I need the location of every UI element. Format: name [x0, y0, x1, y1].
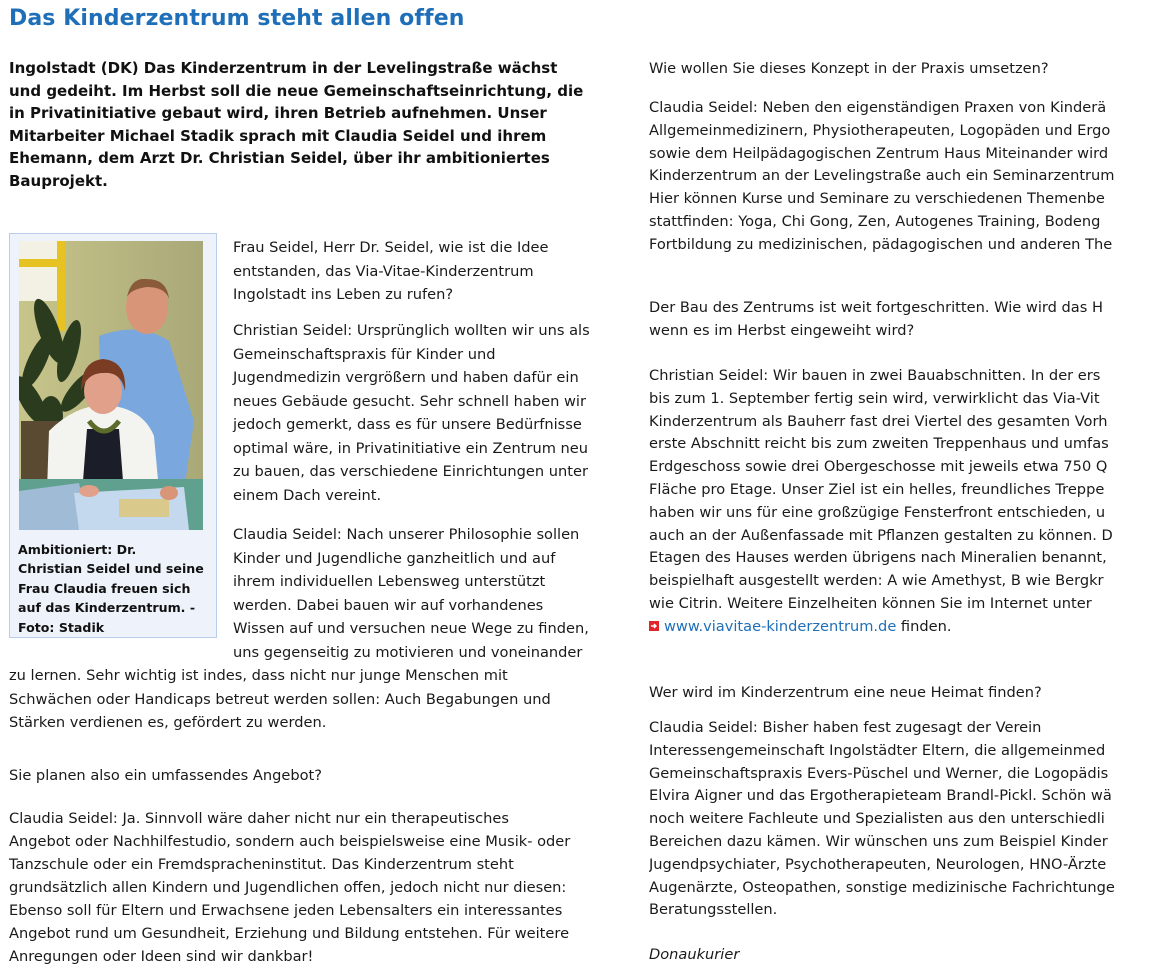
text-line: erste Abschnitt reicht bis zum zweiten Treppenhaus und umfas [649, 435, 1109, 453]
text-line: entstanden, das Via-Vitae-Kinderzentrum [233, 262, 534, 280]
link-suffix: finden. [896, 617, 952, 635]
text-line: Anregungen oder Ideen sind wir dankbar! [9, 948, 314, 965]
article-lead [9, 57, 629, 193]
question-1 [233, 236, 549, 307]
text-line: Kinderzentrum als Bauherr fast drei Viertel des gesamten Vorh [649, 412, 1108, 430]
text-line: auch an der Außenfassade mit Pflanzen gestalten zu können. D [649, 526, 1113, 544]
lead-line: und gedeiht. Im Herbst soll die neue Gemeinschaftseinrichtung, die [9, 81, 584, 100]
text-line: Elvira Aigner und das Ergotherapieteam Brandl-Pickl. Schön wä [649, 787, 1112, 805]
text-line: optimal wäre, in Privatinitiative ein Zentrum neu [233, 439, 589, 457]
caption-line: Frau Claudia freuen sich [18, 580, 191, 596]
text-line: Claudia Seidel: Bisher haben fest zugesagt der Verein [649, 719, 1042, 736]
text-line: Interessengemeinschaft Ingolstädter Eltern, die allgemeinmed [649, 741, 1106, 759]
answer-2 [233, 523, 589, 664]
question-2 [9, 764, 322, 788]
answer-4 [649, 97, 1115, 257]
text-line: Jugendpsychiater, Psychotherapeuten, Neurologen, HNO-Ärzte [649, 855, 1107, 873]
article-source [649, 943, 739, 967]
source-label: Donaukurier [649, 946, 740, 963]
text-line: wenn es im Herbst eingeweiht wird? [649, 321, 915, 339]
text-line: ihrem individuellen Lebensweg unterstützt [233, 573, 546, 590]
text-line: Wie wollen Sie dieses Konzept in der Praxis umsetzen? [649, 60, 1049, 77]
article-photo[interactable] [19, 241, 203, 530]
text-line: Ingolstadt ins Leben zu rufen? [233, 286, 454, 303]
text-line: Angebot rund um Gesundheit, Erziehung und Bildung entstehen. Für weitere [9, 925, 570, 942]
lead-line: Ingolstadt (DK) Das Kinderzentrum in der Levelingstraße wächst [9, 59, 558, 77]
caption-line: Christian Seidel und seine [18, 561, 204, 577]
text-line: Claudia Seidel: Nach unserer Philosophie sollen [233, 526, 580, 543]
text-line: Erdgeschoss sowie drei Obergeschosse mit jeweils etwa 750 Q [649, 458, 1108, 476]
website-link[interactable]: www.viavitae-kinderzentrum.de [664, 617, 897, 635]
lead-line: Bauprojekt. [9, 171, 108, 190]
text-line: Claudia Seidel: Neben den eigenständigen Praxen von Kinderä [649, 99, 1107, 116]
text-line: zu lernen. Sehr wichtig ist indes, dass nicht nur junge Menschen mit [9, 667, 508, 684]
text-line: Schwächen oder Handicaps betreut werden sollen: Auch Begabungen und [9, 690, 551, 708]
text-line: Wissen auf und versuchen neue Wege zu finden, [233, 620, 589, 637]
text-line: wie Citrin. Weitere Einzelheiten können Sie im Internet unter [649, 594, 1092, 612]
text-line: Tanzschule oder ein Fremdspracheninstitut. Das Kinderzentrum steht [9, 856, 514, 873]
external-link-icon[interactable] [649, 621, 659, 631]
lead-line: Ehemann, dem Arzt Dr. Christian Seidel, über ihr ambitioniertes [9, 149, 550, 168]
text-line: Gemeinschaftspraxis für Kinder und [233, 345, 496, 363]
text-line: noch weitere Fachleute und Spezialisten aus den unterschiedli [649, 810, 1105, 828]
photo-figure [9, 233, 217, 638]
caption-line: Foto: Stadik [18, 619, 105, 635]
photo-caption [18, 540, 214, 637]
text-line: zu bauen, das verschiedene Einrichtungen unter [233, 463, 588, 480]
caption-line: Ambitioniert: Dr. [18, 542, 137, 557]
lead-line: Mitarbeiter Michael Stadik sprach mit Claudia Seidel und ihrem [9, 126, 547, 145]
text-line: uns gegenseitig zu motivieren und voneinander [233, 643, 583, 661]
article-title: Das Kinderzentrum steht allen offen [9, 6, 465, 31]
answer-6 [649, 717, 1115, 922]
link-line [649, 616, 1113, 639]
text-line: Hier können Kurse und Seminare zu verschiedenen Themenbe [649, 190, 1105, 208]
text-line: grundsätzlich allen Kindern und Jugendlichen offen, jedoch nicht nur diesen: [9, 879, 567, 896]
question-3 [649, 57, 1049, 81]
text-line: Gemeinschaftspraxis Evers-Püschel und Werner, die Logopädis [649, 764, 1109, 782]
text-line: Christian Seidel: Ursprünglich wollten wir uns als [233, 322, 590, 339]
text-line: Etagen des Hauses werden übrigens nach Mineralien benannt, [649, 549, 1107, 567]
caption-line: auf das Kinderzentrum. - [18, 600, 196, 616]
text-line: einem Dach vereint. [233, 486, 382, 504]
answer-1 [233, 319, 590, 507]
text-line: Wer wird im Kinderzentrum eine neue Heimat finden? [649, 684, 1042, 701]
text-line: Angebot oder Nachhilfestudio, sondern auch beispielsweise eine Musik- oder [9, 833, 571, 850]
text-line: Beratungsstellen. [649, 901, 778, 919]
answer-5 [649, 365, 1113, 639]
text-line: Kinder und Jugendliche ganzheitlich und auf [233, 549, 556, 567]
text-line: sowie dem Heilpädagogischen Zentrum Haus Miteinander wird [649, 144, 1109, 162]
text-line: Stärken verdienen es, gefördert zu werden. [9, 714, 327, 731]
answer-3 [9, 807, 570, 968]
text-line: Ebenso soll für Eltern und Erwachsene jeden Lebensalters ein interessantes [9, 902, 563, 919]
text-line: Allgemeinmedizinern, Physiotherapeuten, Logopäden und Ergo [649, 121, 1111, 139]
text-line: Fläche pro Etage. Unser Ziel ist ein helles, freundliches Treppe [649, 480, 1105, 498]
text-line: stattfinden: Yoga, Chi Gong, Zen, Autogenes Training, Bodeng [649, 212, 1101, 230]
text-line: haben wir uns für eine großzügige Fensterfront entschieden, u [649, 503, 1106, 521]
text-line: werden. Dabei bauen wir auf vorhandenes [233, 596, 544, 614]
text-line: Der Bau des Zentrums ist weit fortgeschritten. Wie wird das H [649, 299, 1103, 316]
text-line: neues Gebäude gesucht. Sehr schnell haben wir [233, 392, 586, 410]
question-5 [649, 681, 1042, 705]
text-line: Christian Seidel: Wir bauen in zwei Bauabschnitten. In der ers [649, 367, 1101, 384]
text-line: jedoch gemerkt, dass es für unsere Bedürfnisse [233, 416, 582, 433]
text-line: Augenärzte, Osteopathen, sonstige medizinische Fachrichtunge [649, 878, 1115, 896]
text-line: Frau Seidel, Herr Dr. Seidel, wie ist die Idee [233, 239, 549, 256]
lead-line: in Privatinitiative gebaut wird, ihren Betrieb aufnehmen. Unser [9, 104, 547, 123]
text-line: bis zum 1. September fertig sein wird, verwirklicht das Via-Vit [649, 389, 1100, 407]
text-line: Fortbildung zu medizinischen, pädagogischen und anderen The [649, 235, 1113, 253]
text-line: Jugendmedizin vergrößern und haben dafür ein [233, 369, 579, 386]
right-column [649, 0, 1149, 977]
text-line: beispielhaft ausgestellt werden: A wie Amethyst, B wie Bergkr [649, 572, 1104, 590]
text-line: Bereichen dazu kämen. Wir wünschen uns zum Beispiel Kinder [649, 832, 1108, 850]
text-line: Sie planen also ein umfassendes Angebot? [9, 767, 323, 784]
question-4 [649, 297, 1103, 343]
answer-2-continued [9, 664, 551, 735]
text-line: Kinderzentrum an der Levelingstraße auch ein Seminarzentrum [649, 167, 1115, 185]
photo-illustration [19, 241, 203, 530]
text-line: Claudia Seidel: Ja. Sinnvoll wäre daher nicht nur ein therapeutisches [9, 810, 510, 827]
